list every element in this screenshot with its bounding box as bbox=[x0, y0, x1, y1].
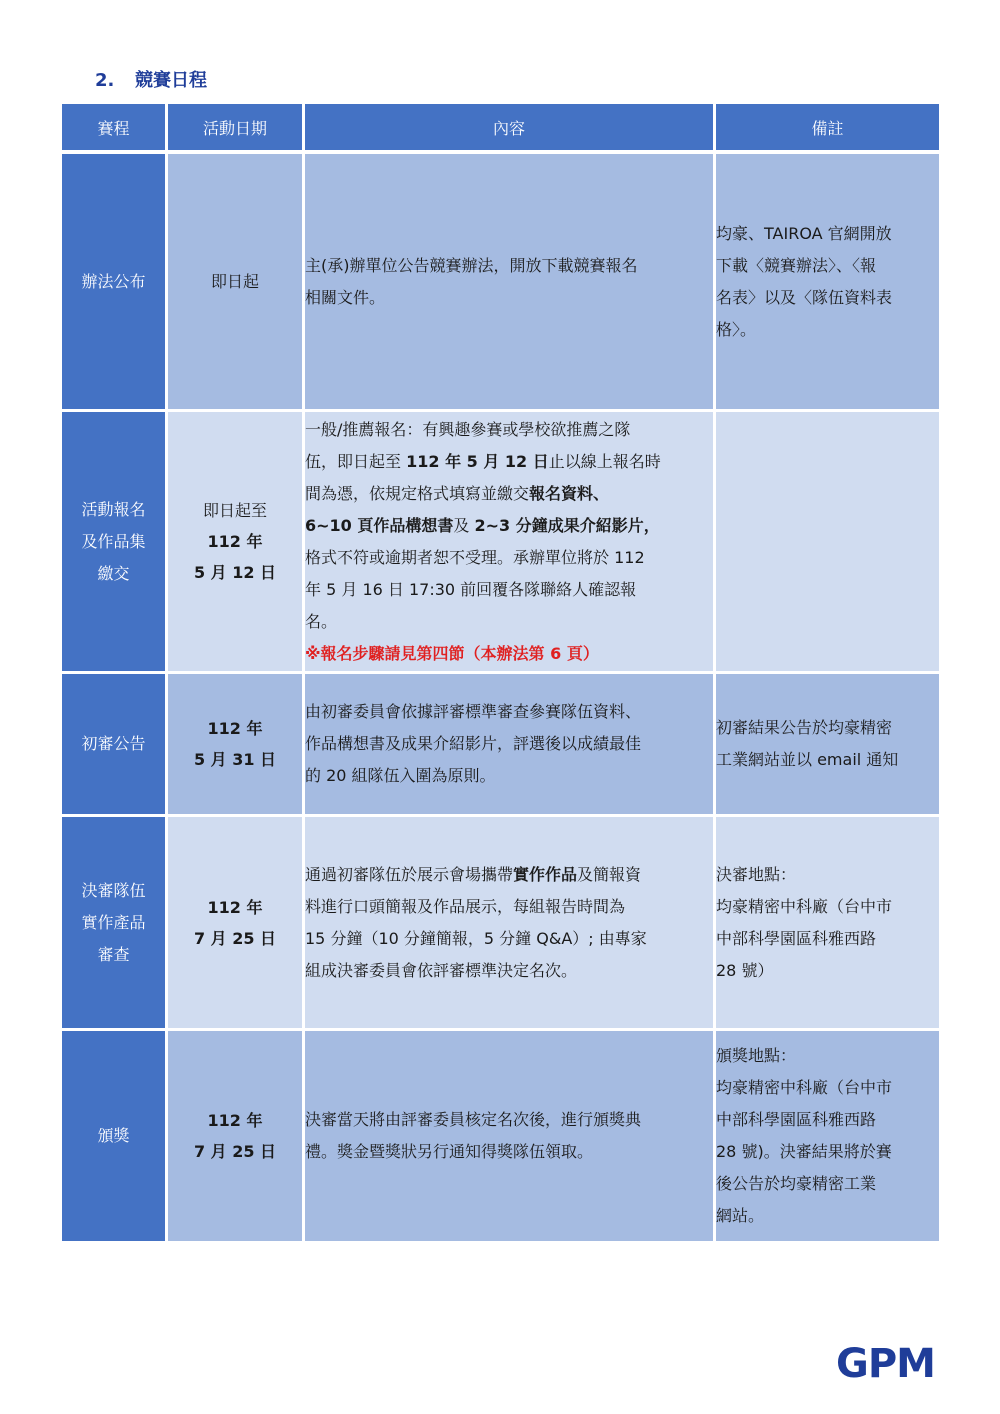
warning-text: ※報名步驟請見第四節（本辦法第 6 頁） bbox=[305, 643, 599, 663]
section-number: 2. bbox=[95, 70, 115, 91]
table-row bbox=[62, 674, 939, 817]
header-stage: 賽程 bbox=[62, 104, 168, 154]
date-cell: 112 年 7 月 25 日 bbox=[168, 1031, 305, 1244]
stage-cell: 初審公告 bbox=[62, 674, 168, 817]
date-cell: 即日起 bbox=[168, 154, 305, 412]
header-content: 內容 bbox=[305, 104, 716, 154]
stage-cell: 辦法公布 bbox=[62, 154, 168, 412]
header-date: 活動日期 bbox=[168, 104, 305, 154]
table-row bbox=[62, 154, 939, 412]
section-title: 競賽日程 bbox=[135, 70, 207, 91]
date-cell: 即日起至 112 年 5 月 12 日 bbox=[168, 412, 305, 674]
stage-cell: 頒獎 bbox=[62, 1031, 168, 1244]
content-cell: 一般/推薦報名：有興趣參賽或學校欲推薦之隊 伍，即日起至 112 年 5 月 12 日止以線上報名時 間為憑，依規定格式填寫並繳交報名資料、 6~10 頁作品構想書及 2~3 分鐘成果介紹影片， 格式不符或逾期者恕不受理。承辦單位將於 112 年 5 月 16 日 17:30 前回覆各隊聯絡人確認報 名。 ※報名步驟請見第四節（本辦法第 6 頁） bbox=[305, 412, 716, 674]
content-cell: 主(承)辦單位公告競賽辦法，開放下載競賽報名 相關文件。 bbox=[305, 154, 716, 412]
stage-cell: 決審隊伍 實作產品 審查 bbox=[62, 817, 168, 1031]
note-cell: 均豪、TAIROA 官網開放 下載〈競賽辦法〉、〈報 名表〉以及〈隊伍資料表 格〉。 bbox=[716, 154, 939, 412]
content-cell: 由初審委員會依據評審標準審查參賽隊伍資料、 作品構想書及成果介紹影片，評選後以成績最佳 的 20 組隊伍入圍為原則。 bbox=[305, 674, 716, 817]
note-cell: 頒獎地點： 均豪精密中科廠（台中市 中部科學園區科雅西路 28 號)。決審結果將於賽 後公告於均豪精密工業 網站。 bbox=[716, 1031, 939, 1244]
note-cell: 決審地點： 均豪精密中科廠（台中市 中部科學園區科雅西路 28 號） bbox=[716, 817, 939, 1031]
content-cell: 決審當天將由評審委員核定名次後，進行頒獎典 禮。獎金暨獎狀另行通知得獎隊伍領取。 bbox=[305, 1031, 716, 1244]
stage-cell: 活動報名 及作品集 繳交 bbox=[62, 412, 168, 674]
gpm-logo: GPM bbox=[836, 1341, 935, 1387]
date-cell: 112 年 5 月 31 日 bbox=[168, 674, 305, 817]
header-note: 備註 bbox=[716, 104, 939, 154]
table-row bbox=[62, 412, 939, 674]
table-row bbox=[62, 817, 939, 1031]
table-row bbox=[62, 1031, 939, 1244]
schedule-table bbox=[62, 104, 939, 1244]
note-cell bbox=[716, 412, 939, 674]
content-cell: 通過初審隊伍於展示會場攜帶實作作品及簡報資 料進行口頭簡報及作品展示，每組報告時間為 15 分鐘（10 分鐘簡報，5 分鐘 Q&A）; 由專家 組成決審委員會依評審標準決定名次。 bbox=[305, 817, 716, 1031]
section-heading bbox=[95, 66, 207, 92]
table-header-row bbox=[62, 104, 939, 154]
note-cell: 初審結果公告於均豪精密 工業網站並以 email 通知 bbox=[716, 674, 939, 817]
date-cell: 112 年 7 月 25 日 bbox=[168, 817, 305, 1031]
